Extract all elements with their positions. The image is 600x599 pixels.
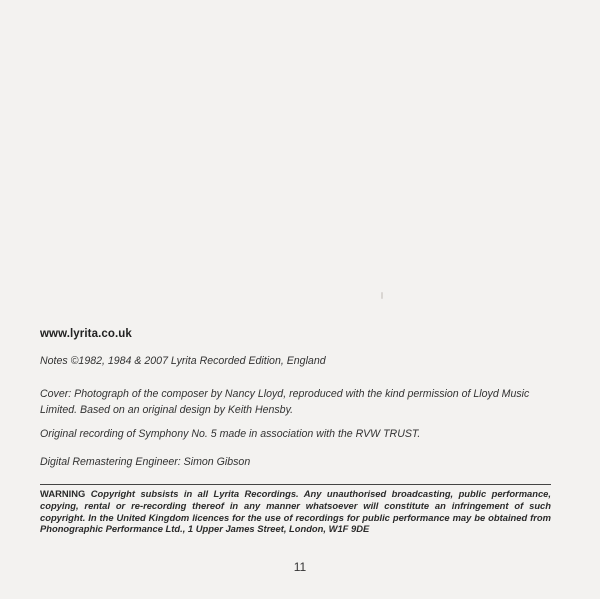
page-number: 11 bbox=[293, 560, 307, 574]
warning-text: Copyright subsists in all Lyrita Recordings. Any unauthorised broadcasting, public performance, copying, rental or re-recording thereof in any manner whatsoever will constitute an infringement of such copyright. In the United Kingdom licences for the use of recordings for public performance may be obtained from Phonographic Performance Ltd., 1 Upper James Street, London, W1F 9DE bbox=[40, 488, 552, 535]
notes-copyright: Notes ©1982, 1984 & 2007 Lyrita Recorded Edition, England bbox=[40, 355, 326, 367]
website-url: www.lyrita.co.uk bbox=[40, 328, 132, 340]
engineer-credit: Digital Remastering Engineer: Simon Gibson bbox=[40, 456, 251, 468]
warning-label: WARNING bbox=[40, 488, 86, 499]
paper-speck bbox=[381, 292, 383, 299]
cover-credit: Cover: Photograph of the composer by Nancy Lloyd, reproduced with the kind permission of Lloyd Music Limited. Based on an original design by Keith Hensby. bbox=[40, 388, 530, 416]
divider-rule bbox=[40, 484, 551, 485]
recording-credit: Original recording of Symphony No. 5 made in association with the RVW TRUST. bbox=[40, 428, 421, 440]
copyright-warning bbox=[40, 488, 551, 535]
